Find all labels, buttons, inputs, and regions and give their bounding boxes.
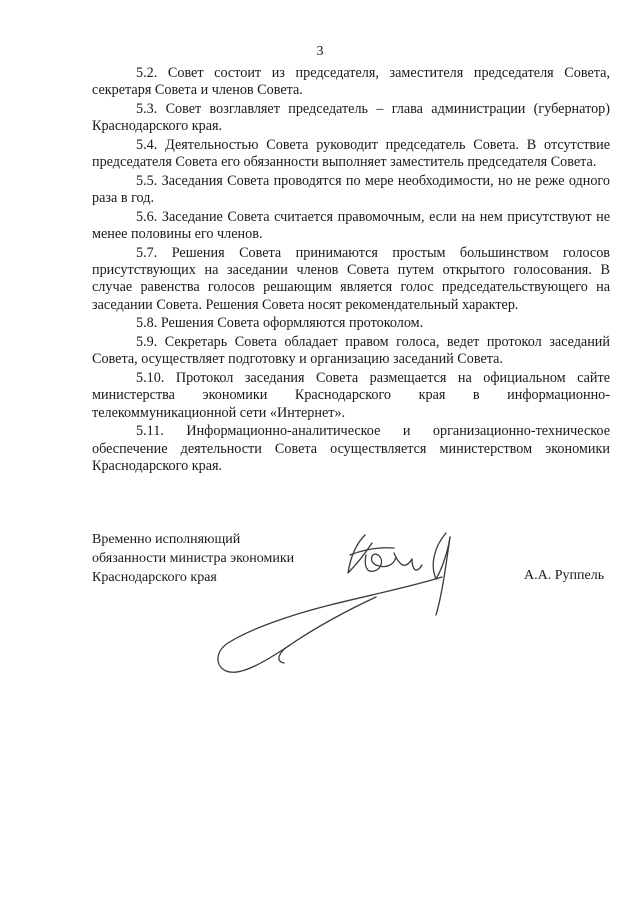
clause-5-5: 5.5. Заседания Совета проводятся по мере необходимости, но не реже одного раза в год. [92,173,610,207]
clause-5-7: 5.7. Решения Совета принимаются простым большинством голосов присутствующих на заседании членов Совета путем открытого голосования. В случае равенства голосов решающим является голос председательствующего на заседании Совета. Решения Совета носят рекомендательный характер. [92,245,610,313]
signatory-title-line: Временно исполняющий [92,532,241,547]
clause-5-10: 5.10. Протокол заседания Совета размещается на официальном сайте министерства экономики Краснодарского края в информационно-телекоммуникационной сети «Интернет». [92,370,610,421]
clause-5-9: 5.9. Секретарь Совета обладает правом голоса, ведет протокол заседаний Совета, осуществляет подготовку и организацию заседаний Совета. [92,334,610,368]
clause-5-2: 5.2. Совет состоит из председателя, заместителя председателя Совета, секретаря Совета и членов Совета. [92,65,610,99]
page-number: 3 [316,44,324,59]
signer-name: А.А. Руппель [524,568,605,583]
signatory-title-line: Краснодарского края [92,570,217,585]
document-body [92,65,610,475]
clause-5-3: 5.3. Совет возглавляет председатель – глава администрации (губернатор) Краснодарского края. [92,101,610,135]
handwritten-signature [180,525,480,685]
clause-5-11: 5.11. Информационно-аналитическое и организационно-техническое обеспечение деятельности Совета осуществляется министерством экономики Краснодарского края. [92,423,610,474]
clause-5-6: 5.6. Заседание Совета считается правомочным, если на нем присутствуют не менее половины его членов. [92,209,610,243]
signatory-title-line: обязанности министра экономики [92,551,295,566]
clause-5-4: 5.4. Деятельностью Совета руководит председатель Совета. В отсутствие председателя Совета его обязанности выполняет заместитель председателя Совета. [92,137,610,171]
clause-5-8: 5.8. Решения Совета оформляются протоколом. [136,315,424,332]
